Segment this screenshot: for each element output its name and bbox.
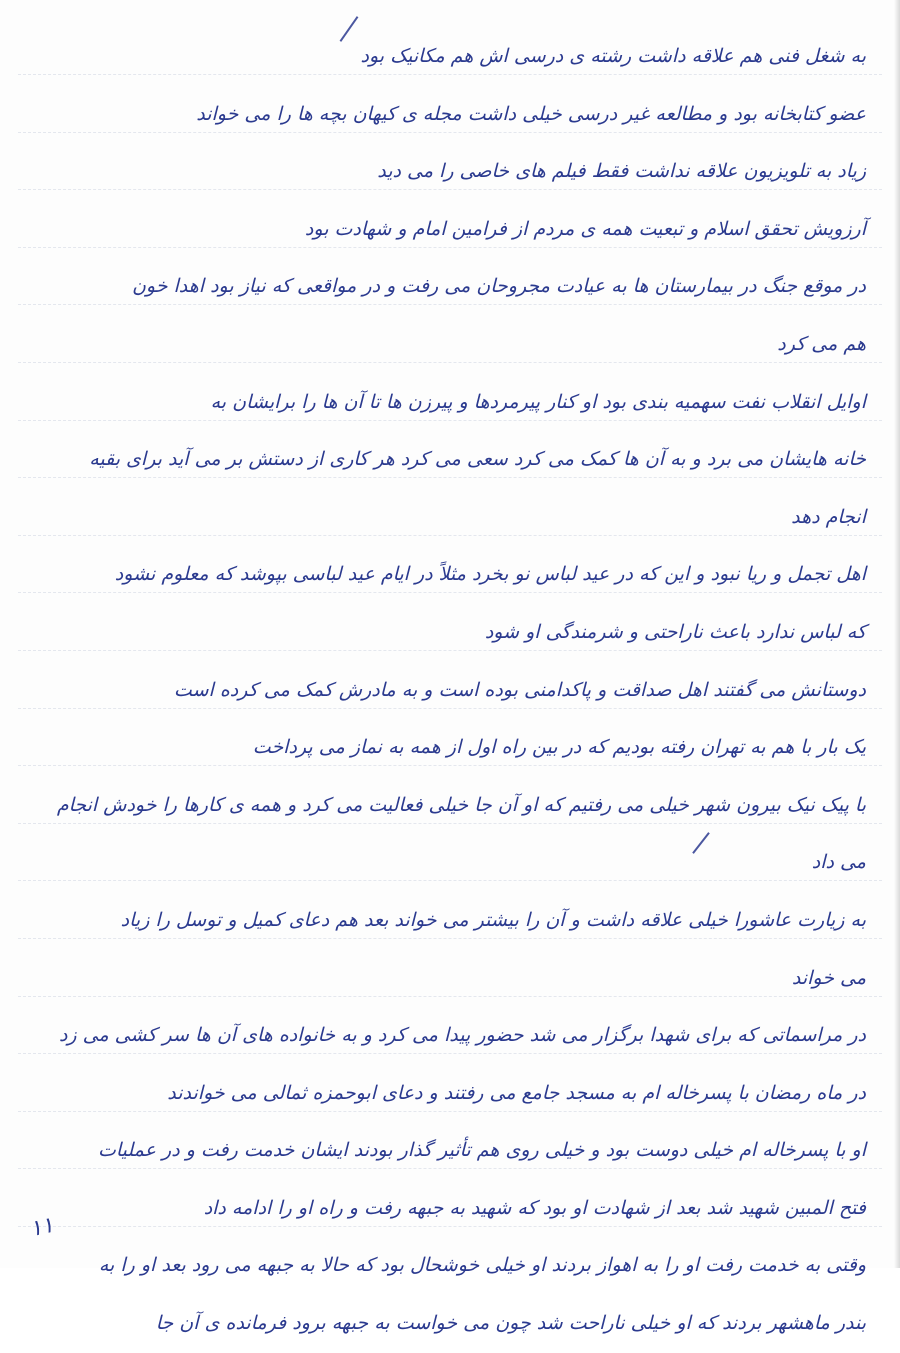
text-line: می خواند: [791, 966, 866, 989]
text-line: در موقع جنگ در بیمارستان ها به عیادت مجروحان می رفت و در مواقعی که نیاز بود اهدا خون: [131, 275, 866, 298]
text-line: در مراسماتی که برای شهدا برگزار می شد حضور پیدا می کرد و به خانواده های آن ها سر کشی می زد: [58, 1024, 866, 1047]
text-line: در ماه رمضان با پسرخاله ام به مسجد جامع می رفتند و دعای ابوحمزه ثمالی می خواندند: [167, 1081, 866, 1104]
text-line: می داد: [811, 851, 866, 874]
page-number: ۱۱: [27, 1212, 56, 1243]
text-line: انجام دهد: [791, 505, 866, 528]
text-line: فتح المبین شهید شد بعد از شهادت او بود که شهید به جبهه رفت و راه او را ادامه داد: [203, 1196, 866, 1219]
text-line: دوستانش می گفتند اهل صداقت و پاکدامنی بوده است و به مادرش کمک می کرده است: [173, 678, 866, 701]
text-line: که لباس ندارد باعث ناراحتی و شرمندگی او شود: [484, 620, 866, 643]
text-line: یک بار با هم به تهران رفته بودیم که در بین راه اول از همه به نماز می پرداخت: [252, 736, 866, 759]
text-line: با پیک نیک بیرون شهر خیلی می رفتیم که او آن جا خیلی فعالیت می کرد و همه ی کارها را خودش انجام: [56, 793, 866, 816]
text-line: هم می کرد: [777, 332, 866, 355]
text-line: به زیارت عاشورا خیلی علاقه داشت و آن را بیشتر می خواند بعد هم دعای کمیل و توسل را زیاد: [120, 908, 866, 931]
text-line: خانه هایشان می برد و به آن ها کمک می کرد سعی می کرد هر کاری از دستش بر می آید برای بقیه: [89, 448, 866, 471]
text-line: او با پسرخاله ام خیلی دوست بود و خیلی روی هم تأثیر گذار بودند ایشان خدمت رفت و در عملیات: [97, 1139, 866, 1162]
text-line: زیاد به تلویزیون علاقه نداشت فقط فیلم های خاصی را می دید: [377, 160, 866, 183]
text-line: آرزویش تحقق اسلام و تبعیت همه ی مردم از فرامین امام و شهادت بود: [304, 217, 866, 240]
text-line: به شغل فنی هم علاقه داشت رشته ی درسی اش هم مکانیک بود: [360, 45, 866, 67]
handwritten-text: [34, 28, 866, 1353]
page-edge-shadow: [894, 0, 900, 1268]
text-line: وقتی به خدمت رفت او را به اهواز بردند او خیلی خوشحال بود که حالا به جبهه می رود بعد او را به: [98, 1254, 866, 1277]
text-line: بندر ماهشهر بردند که او خیلی ناراحت شد چون می خواست به جبهه برود فرمانده ی آن جا: [155, 1312, 866, 1335]
text-line: اهل تجمل و ریا نبود و این که در عید لباس نو بخرد مثلاً در ایام عید لباسی بپوشد که معلوم نشود: [114, 563, 866, 586]
text-line: عضو کتابخانه بود و مطالعه غیر درسی خیلی داشت مجله ی کیهان بچه ها را می خواند: [196, 102, 866, 125]
text-line: اوایل انقلاب نفت سهمیه بندی بود او کنار پیرمردها و پیرزن ها تا آن ها را برایشان به: [210, 390, 866, 413]
